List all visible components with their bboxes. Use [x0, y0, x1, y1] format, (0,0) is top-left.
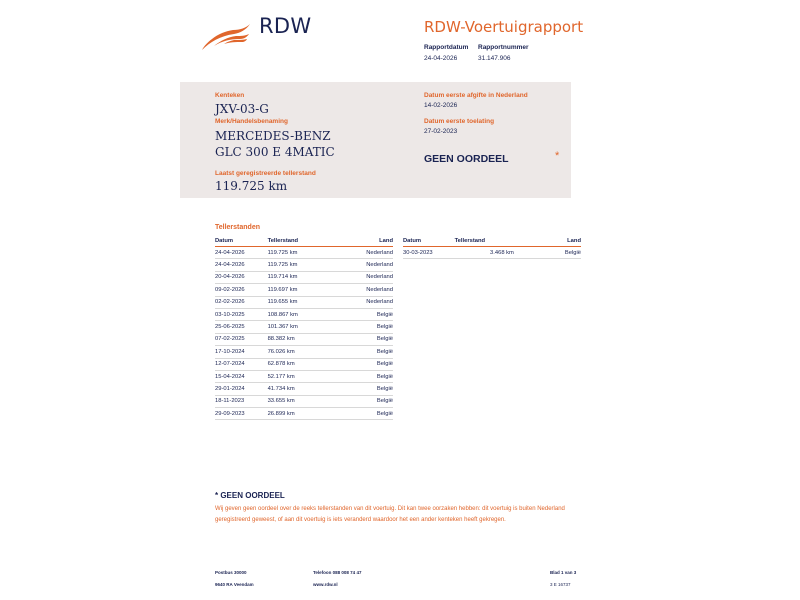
cell-date: 09-02-2026	[215, 284, 268, 296]
cell-country: Nederland	[328, 247, 393, 259]
plate-value: JXV-03-G	[215, 102, 269, 116]
odometer-label: Laatst geregistreerde tellerstand	[215, 170, 316, 177]
table-row	[215, 296, 393, 308]
footer-postbus: Postbus 30000	[215, 570, 247, 575]
cell-odometer: 119.725 km	[268, 247, 329, 259]
odometer-value: 119.725 km	[215, 179, 288, 193]
cell-date: 12-07-2024	[215, 358, 268, 370]
model-value: GLC 300 E 4MATIC	[215, 145, 335, 159]
logo-text: RDW	[259, 14, 312, 38]
table-row	[403, 247, 581, 259]
cell-odometer: 3.468 km	[455, 247, 518, 259]
cell-odometer: 119.697 km	[268, 284, 329, 296]
readings-table-left	[215, 236, 393, 420]
table-row	[215, 358, 393, 370]
cell-date: 29-01-2024	[215, 383, 268, 395]
cell-date: 03-10-2025	[215, 308, 268, 320]
cell-date: 15-04-2024	[215, 370, 268, 382]
column-header-country: Land	[328, 236, 393, 247]
cell-odometer: 119.725 km	[268, 259, 329, 271]
verdict-label: GEEN OORDEEL	[424, 153, 509, 165]
cell-country: België	[328, 408, 393, 420]
footer-address: 9640 RA Veendam	[215, 582, 254, 587]
cell-country: België	[328, 346, 393, 358]
report-number: 31.147.906	[478, 55, 511, 62]
table-row	[215, 271, 393, 283]
cell-odometer: 101.367 km	[268, 321, 329, 333]
cell-date: 20-04-2026	[215, 271, 268, 283]
cell-country: België	[328, 321, 393, 333]
cell-date: 29-09-2023	[215, 408, 268, 420]
first-admission-label: Datum eerste toelating	[424, 118, 495, 125]
footer-phone: Telefoon 088 008 74 47	[313, 570, 362, 575]
column-header-date: Datum	[403, 236, 455, 247]
first-nl-value: 14-02-2026	[424, 102, 458, 109]
cell-date: 17-10-2024	[215, 346, 268, 358]
rdw-bird-icon	[200, 22, 252, 52]
readings-title: Tellerstanden	[215, 224, 260, 231]
footer-code: 3 E 16737	[550, 582, 571, 587]
cell-odometer: 62.878 km	[268, 358, 329, 370]
table-header-row	[215, 236, 393, 247]
make-label: Merk/Handelsbenaming	[215, 118, 288, 125]
cell-country: België	[328, 333, 393, 345]
cell-date: 07-02-2025	[215, 333, 268, 345]
cell-odometer: 119.714 km	[268, 271, 329, 283]
report-date-label: Rapportdatum	[424, 44, 469, 51]
cell-country: België	[328, 370, 393, 382]
cell-date: 02-02-2026	[215, 296, 268, 308]
cell-date: 30-03-2023	[403, 247, 455, 259]
cell-country: België	[328, 383, 393, 395]
column-header-odometer: Tellerstand	[455, 236, 518, 247]
cell-odometer: 76.026 km	[268, 346, 329, 358]
cell-odometer: 41.734 km	[268, 383, 329, 395]
cell-country: België	[328, 308, 393, 320]
cell-country: België	[328, 358, 393, 370]
footer-website: www.rdw.nl	[313, 582, 338, 587]
table-row	[215, 247, 393, 259]
table-row	[215, 370, 393, 382]
plate-label: Kenteken	[215, 92, 245, 99]
table-row	[215, 259, 393, 271]
readings-table-right	[403, 236, 581, 259]
cell-date: 25-06-2025	[215, 321, 268, 333]
report-date: 24-04-2026	[424, 55, 458, 62]
cell-date: 24-04-2026	[215, 247, 268, 259]
table-row	[215, 346, 393, 358]
table-row	[215, 308, 393, 320]
table-header-row	[403, 236, 581, 247]
cell-odometer: 33.655 km	[268, 395, 329, 407]
column-header-odometer: Tellerstand	[268, 236, 329, 247]
first-nl-label: Datum eerste afgifte in Nederland	[424, 92, 528, 99]
cell-country: België	[328, 395, 393, 407]
cell-date: 24-04-2026	[215, 259, 268, 271]
column-header-date: Datum	[215, 236, 268, 247]
table-row	[215, 408, 393, 420]
report-title: RDW-Voertuigrapport	[424, 18, 584, 36]
note-text: Wij geven geen oordeel over de reeks tellerstanden van dit voertuig. Dit kan twee oorzaken hebben: dit voertuig is buiten Nederland geregistreerd geweest, of aan dit voertuig is iets veranderd waardoor het een ander kenteken heeft gekregen.	[215, 506, 565, 523]
table-row	[215, 321, 393, 333]
cell-country: Nederland	[328, 284, 393, 296]
table-row	[215, 395, 393, 407]
cell-country: België	[518, 247, 581, 259]
footer-page-number: Blad 1 van 3	[550, 570, 577, 575]
first-admission-value: 27-02-2023	[424, 128, 458, 135]
cell-odometer: 108.867 km	[268, 308, 329, 320]
column-header-country: Land	[518, 236, 581, 247]
table-row	[215, 333, 393, 345]
cell-country: Nederland	[328, 296, 393, 308]
cell-odometer: 88.382 km	[268, 333, 329, 345]
cell-country: Nederland	[328, 259, 393, 271]
cell-country: Nederland	[328, 271, 393, 283]
cell-date: 18-11-2023	[215, 395, 268, 407]
cell-odometer: 52.177 km	[268, 370, 329, 382]
note-title: * GEEN OORDEEL	[215, 491, 285, 500]
table-row	[215, 383, 393, 395]
table-row	[215, 284, 393, 296]
cell-odometer: 26.899 km	[268, 408, 329, 420]
verdict-asterisk: *	[555, 150, 560, 162]
make-value: MERCEDES-BENZ	[215, 129, 331, 143]
cell-odometer: 119.655 km	[268, 296, 329, 308]
rdw-logo	[200, 14, 310, 54]
report-number-label: Rapportnummer	[478, 44, 529, 51]
